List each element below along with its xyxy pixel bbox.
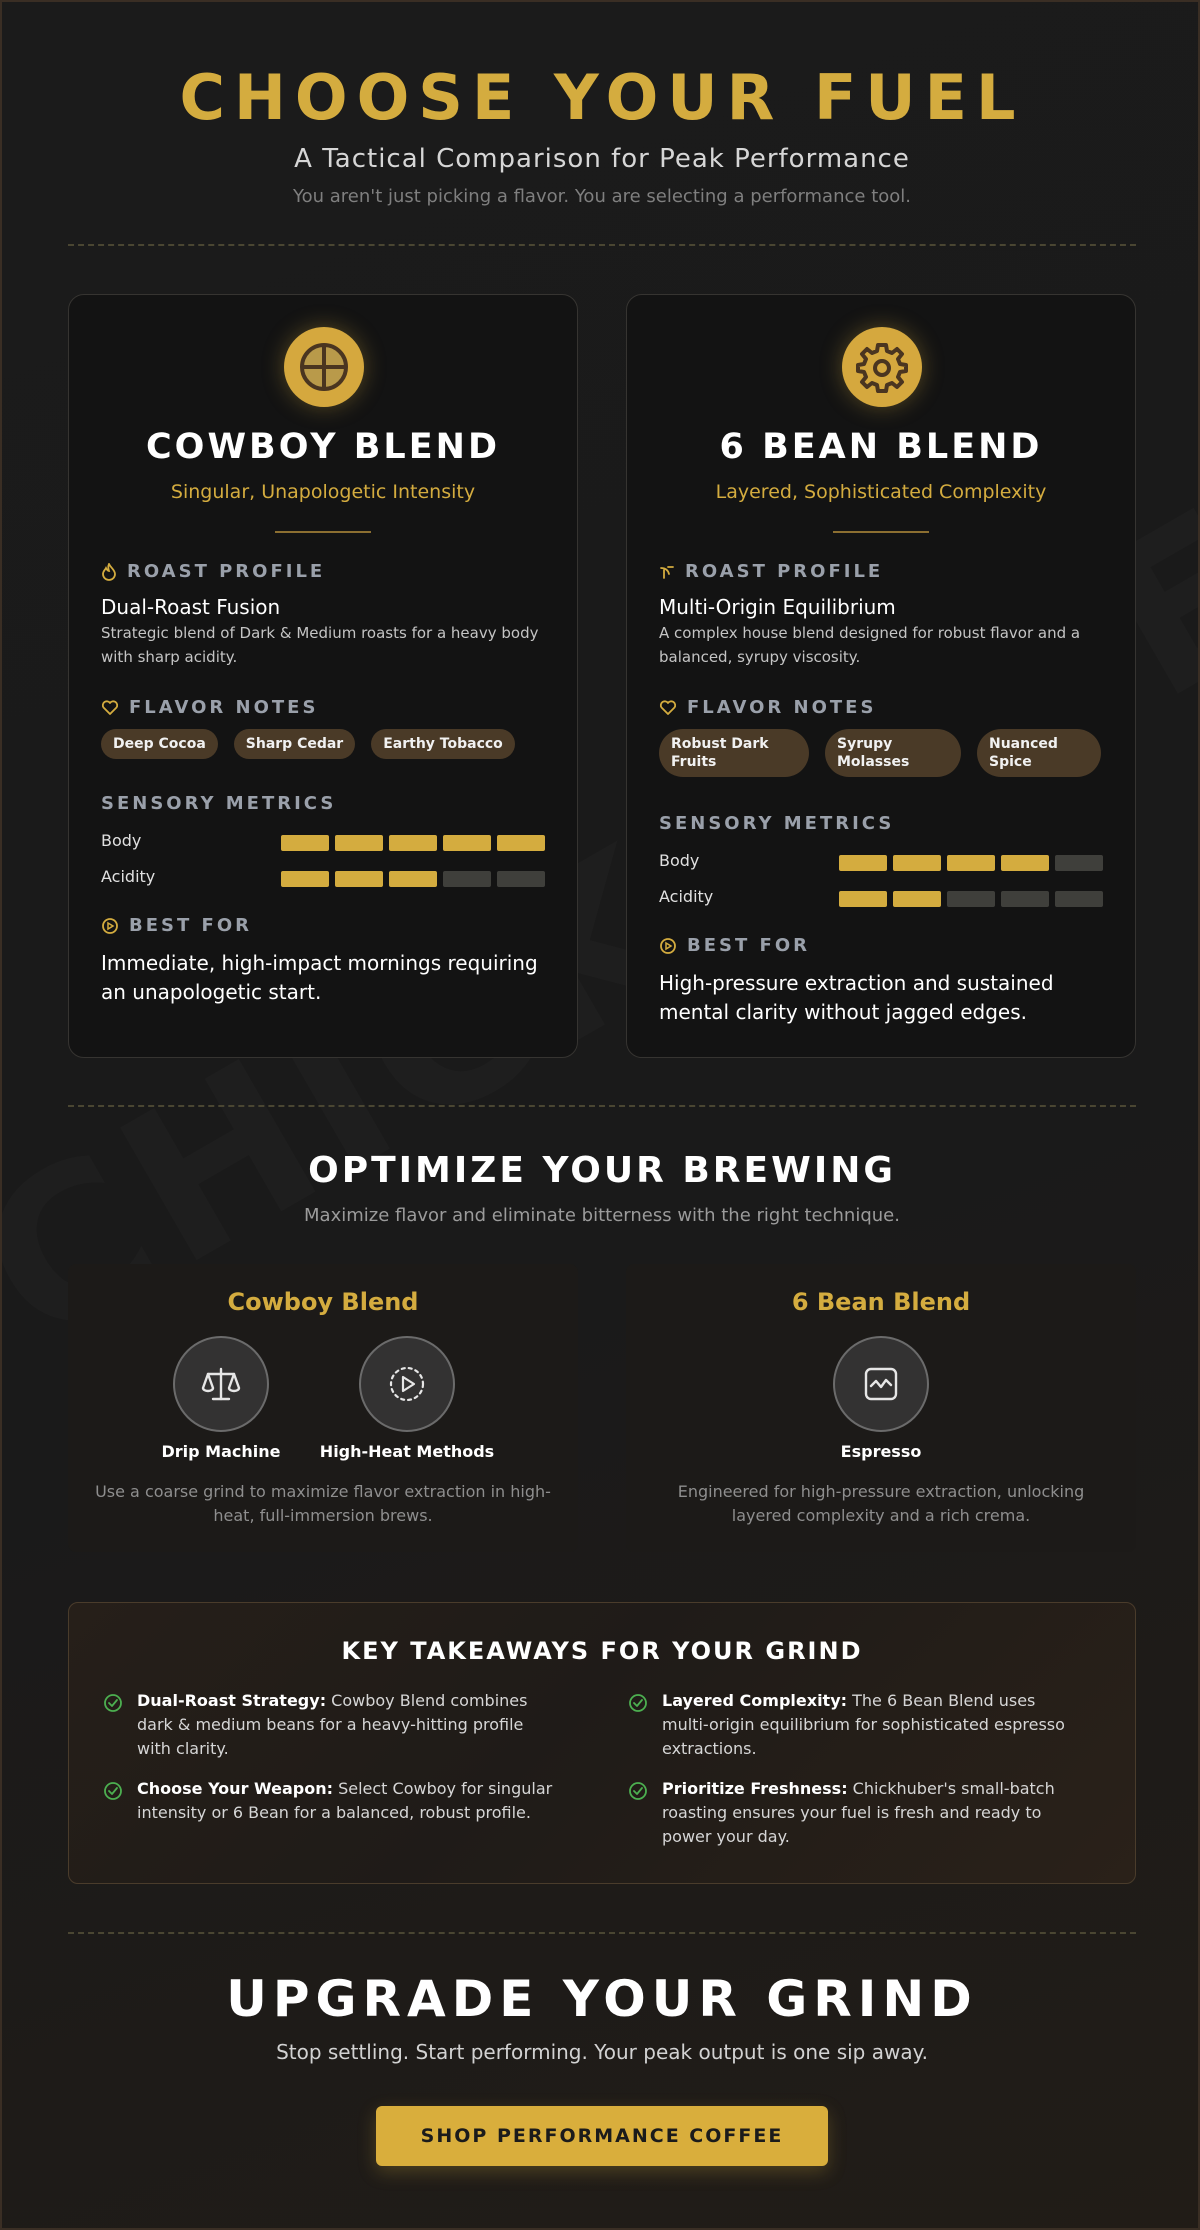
flavor-notes-label bbox=[101, 697, 318, 718]
blend-card-cowboy bbox=[68, 294, 578, 1058]
roast-name: Multi-Origin Equilibrium bbox=[659, 595, 896, 619]
metric-acidity bbox=[659, 889, 1105, 907]
blend-title: COWBOY BLEND bbox=[146, 427, 500, 467]
blend-card-6-bean bbox=[626, 294, 1136, 1058]
brew-method-title: Cowboy Blend bbox=[227, 1288, 419, 1316]
takeaway-text: Select Cowboy for singular intensity or 6 Bean for a balanced, robust profile. bbox=[137, 1779, 553, 1822]
metric-label: Body bbox=[101, 831, 142, 850]
roast-profile-text: ROAST PROFILE bbox=[685, 561, 884, 582]
brew-method-card-6-bean bbox=[626, 1264, 1136, 1552]
check-circle-icon bbox=[628, 1781, 648, 1808]
metric-bar bbox=[281, 835, 545, 851]
roast-profile-label bbox=[659, 561, 883, 582]
metric-segment-empty bbox=[947, 891, 995, 907]
metric-segment-empty bbox=[497, 871, 545, 887]
brew-method-description: Use a coarse grind to maximize flavor extraction in high-heat, full-immersion brews. bbox=[95, 1482, 551, 1525]
sensory-metrics-text: SENSORY METRICS bbox=[659, 813, 895, 834]
shop-performance-coffee-button[interactable]: SHOP PERFORMANCE COFFEE bbox=[376, 2106, 828, 2166]
crosshair-icon bbox=[284, 327, 364, 407]
page-header bbox=[2, 60, 1200, 207]
target-icon bbox=[101, 917, 119, 935]
metric-label: Body bbox=[659, 851, 700, 870]
takeaway-heading: Choose Your Weapon: bbox=[137, 1779, 333, 1798]
blend-tagline: Layered, Sophisticated Complexity bbox=[715, 481, 1047, 503]
best-for-label bbox=[659, 935, 810, 956]
page-title: CHOOSE YOUR FUEL bbox=[179, 61, 1025, 134]
metric-body bbox=[659, 853, 1105, 871]
brewing-header bbox=[2, 1150, 1200, 1226]
check-circle-icon bbox=[103, 1693, 123, 1720]
key-takeaways-panel bbox=[68, 1602, 1136, 1884]
best-for-text: BEST FOR bbox=[129, 915, 252, 936]
gear-icon bbox=[842, 327, 922, 407]
check-circle-icon bbox=[103, 1781, 123, 1808]
takeaway-item bbox=[103, 1777, 553, 1825]
metric-segment-empty bbox=[1001, 891, 1049, 907]
blend-tagline: Singular, Unapologetic Intensity bbox=[170, 481, 476, 503]
check-circle-icon bbox=[628, 1693, 648, 1720]
metric-acidity bbox=[101, 869, 547, 887]
flavor-note-pill: Nuanced Spice bbox=[977, 729, 1101, 777]
metric-segment-filled bbox=[497, 835, 545, 851]
play-circle-icon bbox=[359, 1336, 455, 1432]
best-for-label bbox=[101, 915, 252, 936]
brewing-subtitle: Maximize flavor and eliminate bitterness with the right technique. bbox=[304, 1205, 900, 1226]
metric-segment-empty bbox=[443, 871, 491, 887]
divider bbox=[68, 244, 1136, 246]
target-icon bbox=[659, 937, 677, 955]
flavor-note-pill: Robust Dark Fruits bbox=[659, 729, 809, 777]
sensory-metrics-label bbox=[659, 813, 894, 834]
takeaway-text: Chickhuber's small-batch roasting ensures your fuel is fresh and ready to power your day. bbox=[662, 1779, 1055, 1846]
metric-segment-filled bbox=[389, 871, 437, 887]
takeaway-heading: Layered Complexity: bbox=[662, 1691, 848, 1710]
brew-method-title: 6 Bean Blend bbox=[791, 1288, 971, 1316]
flavor-notes-label bbox=[659, 697, 876, 718]
brew-method-espresso[interactable] bbox=[801, 1336, 961, 1461]
cta-header bbox=[2, 1970, 1200, 2064]
metric-segment-filled bbox=[335, 835, 383, 851]
metric-body bbox=[101, 833, 547, 851]
brew-method-label: Drip Machine bbox=[161, 1442, 281, 1461]
divider bbox=[68, 1105, 1136, 1107]
best-for-text: BEST FOR bbox=[687, 935, 810, 956]
brew-method-high-heat[interactable] bbox=[317, 1336, 497, 1461]
roast-profile-label bbox=[101, 561, 325, 582]
brew-method-description: Engineered for high-pressure extraction, unlocking layered complexity and a rich crema. bbox=[677, 1482, 1085, 1525]
scale-icon bbox=[173, 1336, 269, 1432]
metric-segment-empty bbox=[1055, 855, 1103, 871]
metric-label: Acidity bbox=[659, 887, 714, 906]
divider bbox=[275, 531, 371, 533]
metric-segment-filled bbox=[281, 871, 329, 887]
metric-segment-filled bbox=[443, 835, 491, 851]
metric-segment-filled bbox=[947, 855, 995, 871]
flavor-note-pill: Syrupy Molasses bbox=[825, 729, 961, 777]
metric-segment-filled bbox=[281, 835, 329, 851]
blend-title: 6 BEAN BLEND bbox=[719, 427, 1043, 467]
page-subtitle: A Tactical Comparison for Peak Performance bbox=[294, 144, 910, 174]
takeaway-item bbox=[103, 1689, 553, 1761]
metric-segment-filled bbox=[839, 891, 887, 907]
takeaway-text: Cowboy Blend combines dark & medium beans for a heavy-hitting profile with clarity. bbox=[137, 1691, 528, 1758]
best-for-description: High-pressure extraction and sustained mental clarity without jagged edges. bbox=[659, 971, 1054, 1024]
brewing-title: OPTIMIZE YOUR BREWING bbox=[308, 1150, 896, 1191]
metric-segment-filled bbox=[389, 835, 437, 851]
divider bbox=[833, 531, 929, 533]
best-for-description: Immediate, high-impact mornings requiring an unapologetic start. bbox=[101, 951, 538, 1004]
key-takeaways-title: KEY TAKEAWAYS FOR YOUR GRIND bbox=[341, 1637, 863, 1665]
takeaway-text: The 6 Bean Blend uses multi-origin equilibrium for sophisticated espresso extractions. bbox=[662, 1691, 1065, 1758]
brew-method-drip-machine[interactable] bbox=[141, 1336, 301, 1461]
brew-method-card-cowboy bbox=[68, 1264, 578, 1552]
flavor-note-list bbox=[659, 729, 1109, 777]
roast-description: Strategic blend of Dark & Medium roasts for a heavy body with sharp acidity. bbox=[101, 624, 539, 666]
flame-icon bbox=[101, 563, 117, 581]
brew-method-label: Espresso bbox=[840, 1442, 922, 1461]
page-tagline: You aren't just picking a flavor. You are selecting a performance tool. bbox=[292, 186, 911, 207]
metric-segment-filled bbox=[893, 855, 941, 871]
metric-segment-filled bbox=[1001, 855, 1049, 871]
flavor-notes-text: FLAVOR NOTES bbox=[687, 697, 877, 718]
heart-icon bbox=[101, 700, 119, 716]
roast-description: A complex house blend designed for robust flavor and a balanced, syrupy viscosity. bbox=[659, 624, 1081, 666]
flavor-note-list bbox=[101, 729, 551, 759]
roast-profile-text: ROAST PROFILE bbox=[127, 561, 326, 582]
brew-method-label: High-Heat Methods bbox=[319, 1442, 495, 1461]
flavor-notes-text: FLAVOR NOTES bbox=[129, 697, 319, 718]
pressure-gauge-icon bbox=[833, 1336, 929, 1432]
metric-segment-filled bbox=[893, 891, 941, 907]
flavor-note-pill: Sharp Cedar bbox=[234, 729, 355, 759]
metric-bar bbox=[839, 855, 1103, 871]
takeaway-heading: Dual-Roast Strategy: bbox=[137, 1691, 327, 1710]
heart-icon bbox=[659, 700, 677, 716]
flavor-note-pill: Deep Cocoa bbox=[101, 729, 218, 759]
divider bbox=[68, 1932, 1136, 1934]
leaf-icon bbox=[659, 564, 675, 580]
metric-segment-filled bbox=[335, 871, 383, 887]
metric-bar bbox=[839, 891, 1103, 907]
takeaway-item bbox=[628, 1689, 1078, 1761]
metric-bar bbox=[281, 871, 545, 887]
metric-segment-empty bbox=[1055, 891, 1103, 907]
metric-segment-filled bbox=[839, 855, 887, 871]
takeaway-item bbox=[628, 1777, 1078, 1849]
metric-label: Acidity bbox=[101, 867, 156, 886]
cta-subtitle: Stop settling. Start performing. Your peak output is one sip away. bbox=[276, 2040, 928, 2064]
takeaway-heading: Prioritize Freshness: bbox=[662, 1779, 848, 1798]
flavor-note-pill: Earthy Tobacco bbox=[371, 729, 515, 759]
cta-title: UPGRADE YOUR GRIND bbox=[226, 1970, 978, 2028]
sensory-metrics-text: SENSORY METRICS bbox=[101, 793, 337, 814]
roast-name: Dual-Roast Fusion bbox=[101, 595, 281, 619]
sensory-metrics-label bbox=[101, 793, 336, 814]
